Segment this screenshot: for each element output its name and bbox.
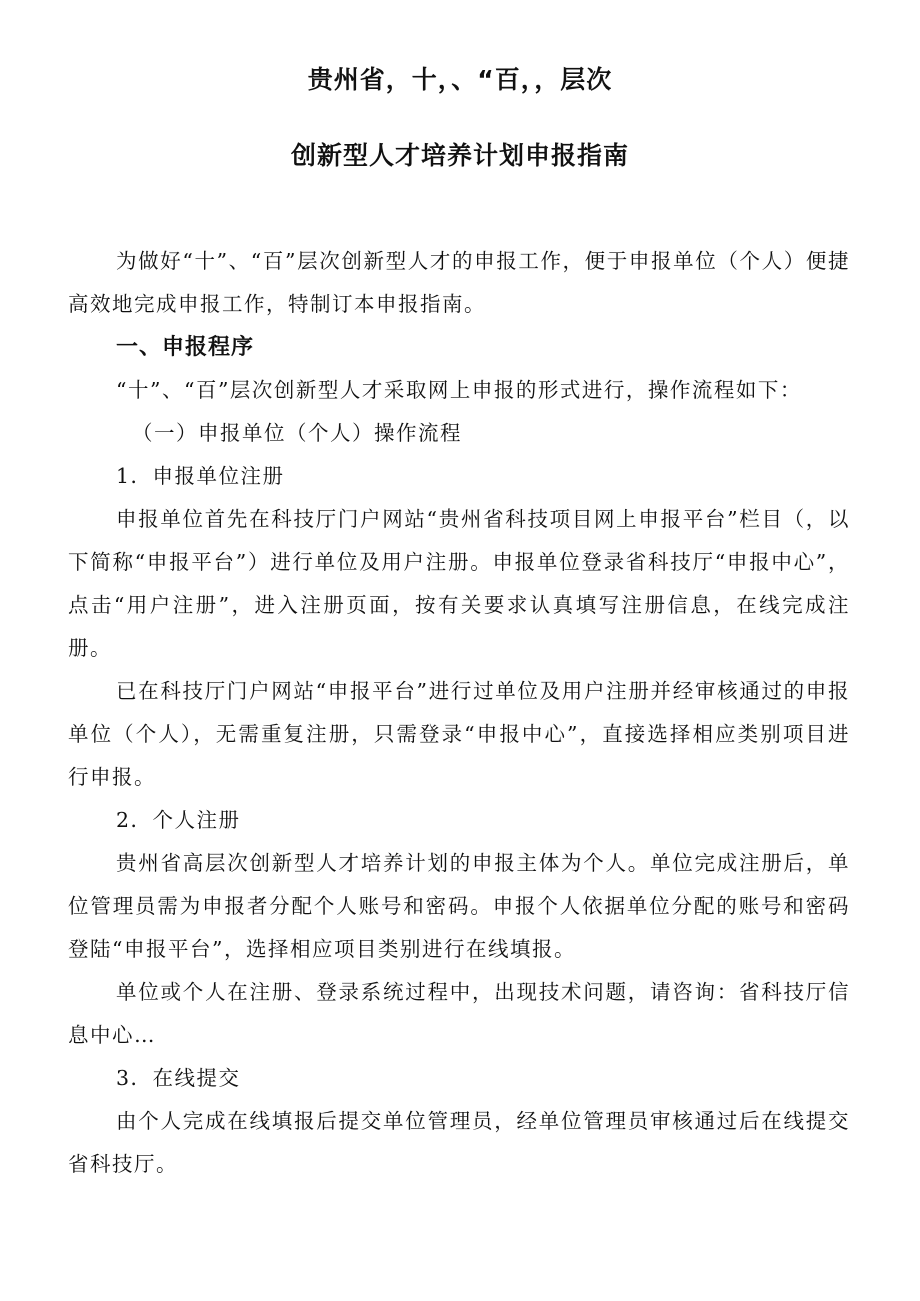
step2-paragraph-1: 贵州省高层次创新型人才培养计划的申报主体为个人。单位完成注册后，单位管理员需为申报者分配个人账号和密码。申报个人依据单位分配的账号和密码登陆“申报平台”，选择相应项目类别进行在线填报。 (68, 851, 850, 961)
step1-heading: 1．申报单位注册 (116, 464, 285, 488)
subsection1-heading: （一）申报单位（个人）操作流程 (132, 421, 462, 445)
document-title-line1: 贵州省，十，、“百，，层次 (307, 65, 613, 94)
step1-paragraph-1: 申报单位首先在科技厅门户网站“贵州省科技项目网上申报平台”栏目（，以下简称“申报平台”）进行单位及用户注册。申报单位登录省科技厅“申报中心”，点击“用户注册”，进入注册页面，按有关要求认真填写注册信息，在线完成注册。 (68, 507, 850, 660)
section1-intro-paragraph: “十”、“百”层次创新型人才采取网上申报的形式进行，操作流程如下： (116, 378, 802, 402)
step3-heading: 3．在线提交 (116, 1066, 241, 1090)
document-body (68, 240, 850, 1186)
step3-paragraph-1: 由个人完成在线填报后提交单位管理员，经单位管理员审核通过后在线提交省科技厅。 (68, 1109, 850, 1176)
section1-heading: 一、申报程序 (116, 335, 255, 360)
step1-paragraph-2: 已在科技厅门户网站“申报平台”进行过单位及用户注册并经审核通过的申报单位（个人），无需重复注册，只需登录“申报中心”，直接选择相应类别项目进行申报。 (68, 679, 850, 789)
step2-heading: 2．个人注册 (116, 808, 241, 832)
document-title-line2: 创新型人才培养计划申报指南 (290, 141, 629, 170)
intro-paragraph: 为做好“十”、“百”层次创新型人才的申报工作，便于申报单位（个人）便捷高效地完成申报工作，特制订本申报指南。 (68, 249, 850, 316)
step2-paragraph-2: 单位或个人在注册、登录系统过程中，出现技术问题，请咨询：省科技厅信息中心… (68, 980, 850, 1047)
